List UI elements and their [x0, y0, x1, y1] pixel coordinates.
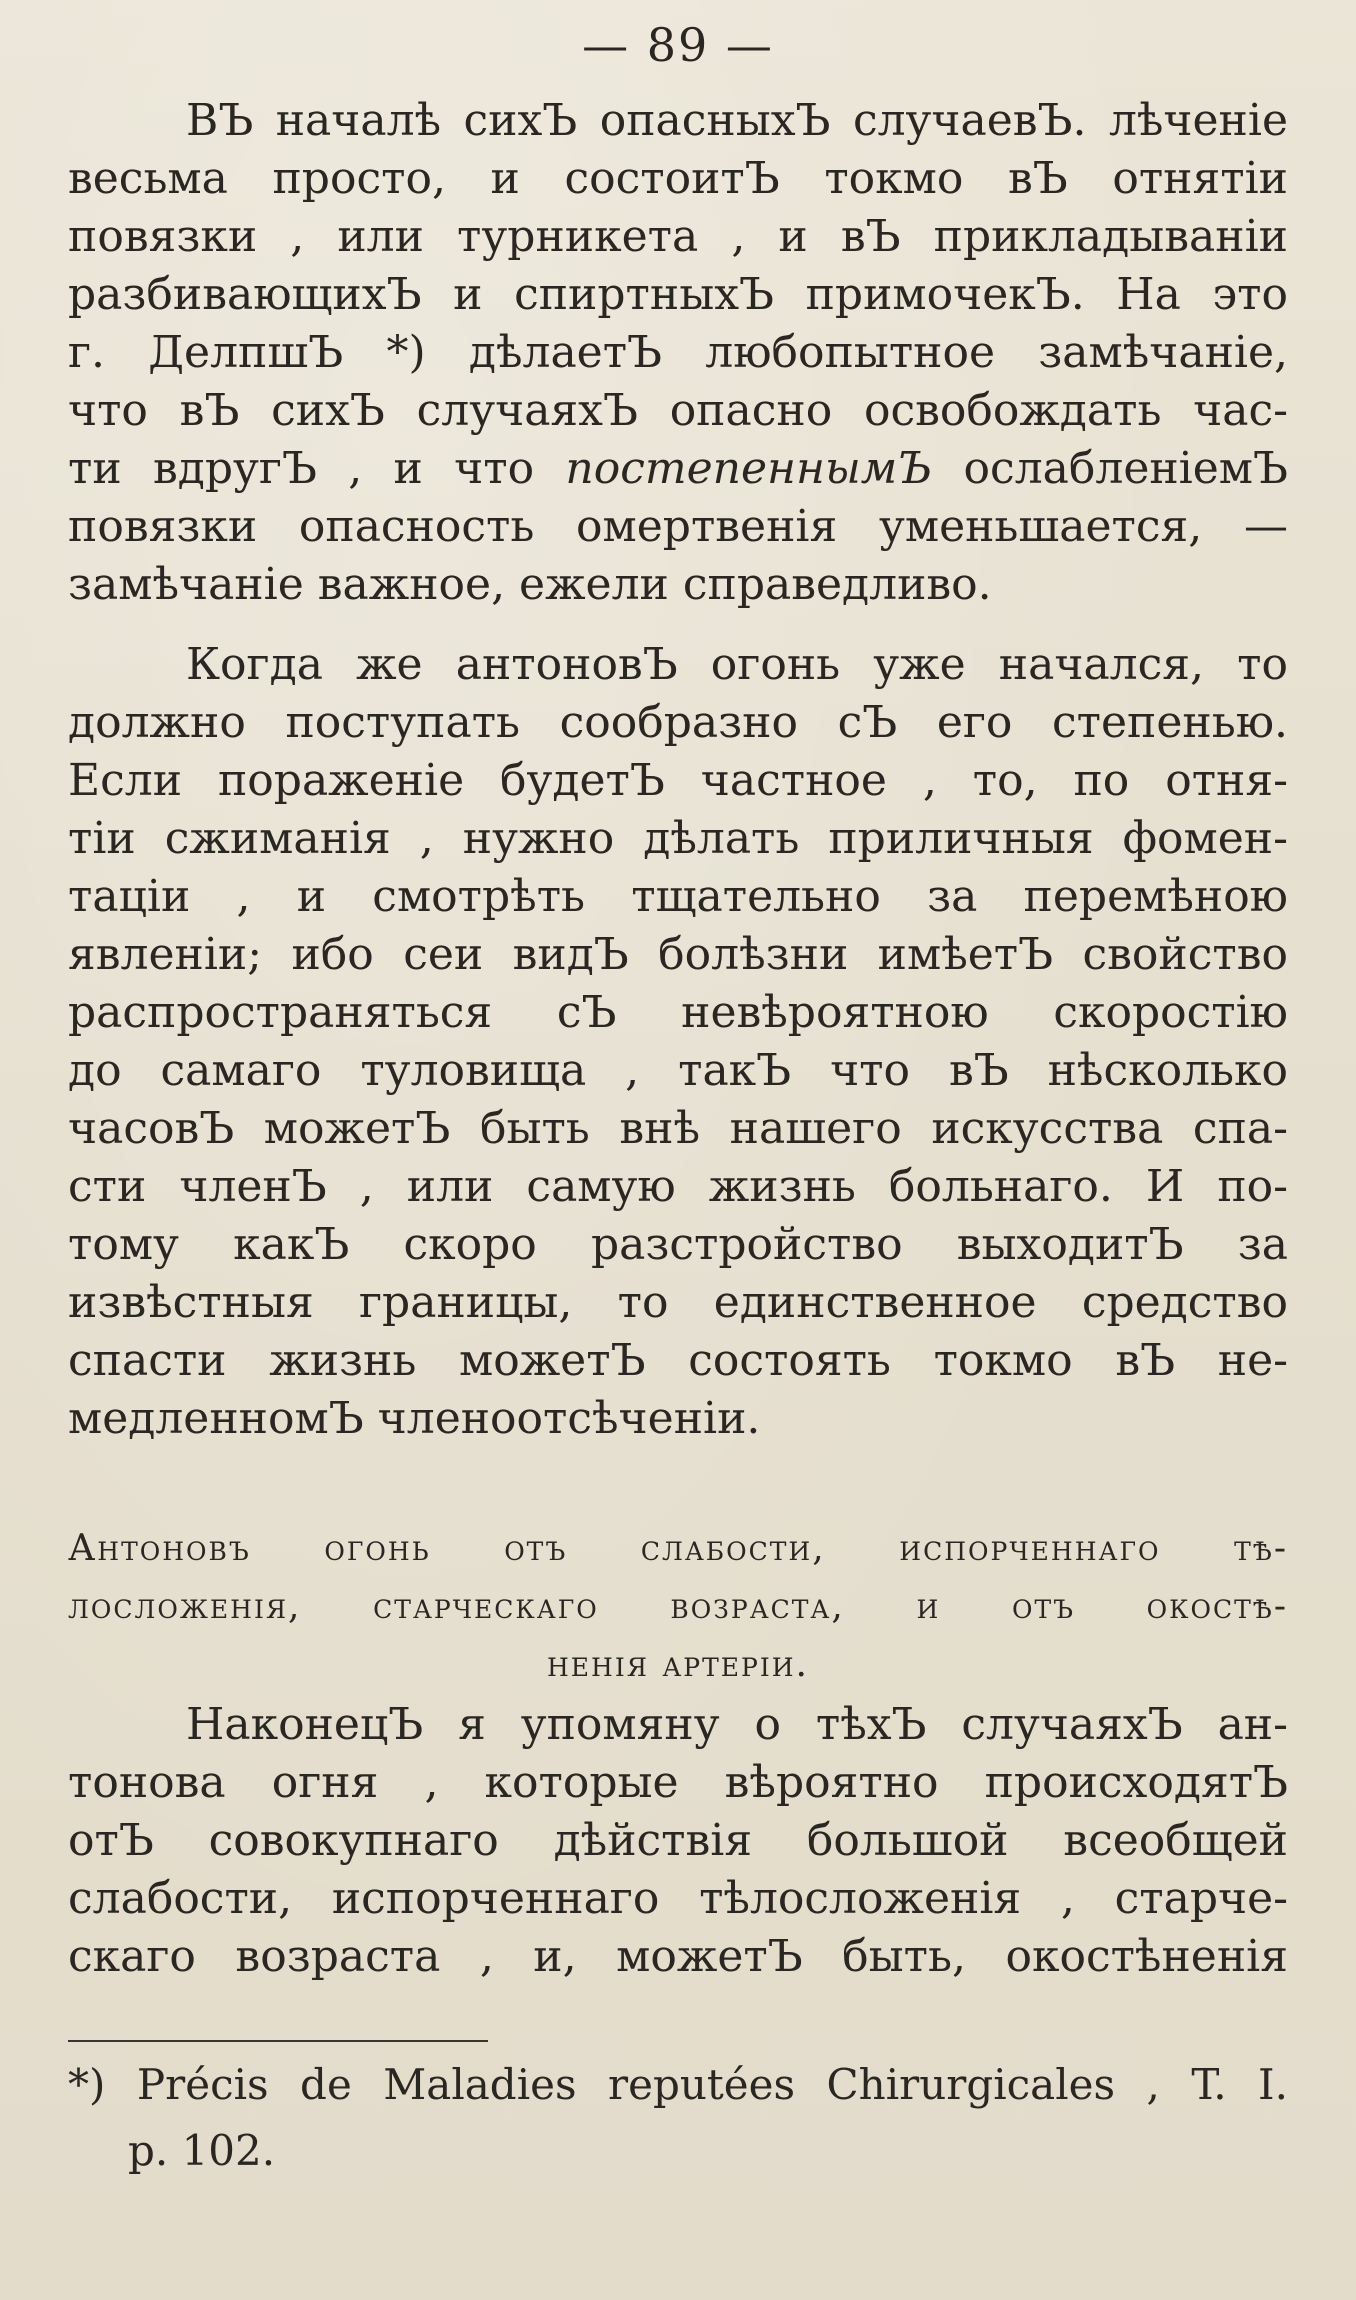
footnote [68, 2052, 1288, 2184]
text-line: тіи сжиманія , нужно дѣлать приличныя фомен- [68, 813, 1288, 864]
section-heading [68, 1520, 1288, 1694]
heading-line: лосложенія, старческаго возраста, и отъ окостѣ- [68, 1586, 1288, 1627]
text-fragment: ти вдругЪ , и что [68, 443, 535, 494]
footnote-line: *) Précis de Maladies reputées Chirurgicales , T. I. [68, 2060, 1288, 2109]
text-line: замѣчаніе важное, ежели справедливо. [68, 559, 992, 610]
text-line: разбивающихЪ и спиртныхЪ примочекЪ. На это [68, 269, 1288, 320]
text-line: что вЪ сихЪ случаяхЪ опасно освобождать час- [68, 385, 1288, 436]
text-fragment: ослабленіемЪ [932, 443, 1288, 494]
text-line-mixed [68, 440, 1288, 498]
text-line: должно поступать сообразно сЪ его степенью. [68, 697, 1288, 748]
text-line: медленномЪ членоотсѣченіи. [68, 1393, 761, 1444]
text-line: весьма просто, и состоитЪ токмо вЪ отнятіи [68, 153, 1288, 204]
text-line: сти членЪ , или самую жизнь больнаго. И по- [68, 1161, 1288, 1212]
text-line: часовЪ можетЪ быть внѣ нашего искусства спа- [68, 1103, 1288, 1154]
text-line: распространяться сЪ невѣроятною скоростію [68, 987, 1288, 1038]
text-line: повязки опасность омертвенія уменьшается, — [68, 501, 1288, 552]
text-line: извѣстныя границы, то единственное средство [68, 1277, 1288, 1328]
text-line: Когда же антоновЪ огонь уже начался, то [186, 639, 1288, 690]
text-line: до самаго туловища , такЪ что вЪ нѣсколько [68, 1045, 1288, 1096]
text-line: слабости, испорченнаго тѣлосложенія , старче- [68, 1873, 1288, 1924]
text-line: скаго возраста , и, можетЪ быть, окостѣненія [68, 1931, 1288, 1982]
text-line: ВЪ началѣ сихЪ опасныхЪ случаевЪ. лѣченіе [186, 95, 1288, 146]
paragraph-3 [68, 1696, 1288, 1986]
italic-emphasis: постепеннымЪ [565, 443, 933, 494]
text-line: НаконецЪ я упомяну о тѣхЪ случаяхЪ ан- [186, 1699, 1288, 1750]
text-line: спасти жизнь можетЪ состоять токмо вЪ не- [68, 1335, 1288, 1386]
text-line: Если пораженіе будетЪ частное , то, по отня- [68, 755, 1288, 806]
footnote-line: p. 102. [128, 2126, 276, 2175]
heading-line: Антоновъ огонь отъ слабости, испорченнаго тѣ- [68, 1528, 1288, 1569]
text-line: повязки , или турникета , и вЪ прикладываніи [68, 211, 1288, 262]
text-line: таціи , и смотрѣть тщательно за перемѣною [68, 871, 1288, 922]
text-line: тому какЪ скоро разстройство выходитЪ за [68, 1219, 1288, 1270]
paragraph-1 [68, 92, 1288, 614]
text-line: явленіи; ибо сеи видЪ болѣзни имѣетЪ свойство [68, 929, 1288, 980]
text-line: отЪ совокупнаго дѣйствія большой всеобщей [68, 1815, 1288, 1866]
text-line: тонова огня , которые вѣроятно происходятЪ [68, 1757, 1288, 1808]
page-number: — 89 — [582, 18, 774, 72]
text-line: г. ДелпшЪ *) дѣлаетЪ любопытное замѣчаніе, [68, 327, 1288, 378]
footnote-divider [68, 2040, 488, 2042]
paragraph-2 [68, 636, 1288, 1448]
heading-line: ненія артеріи. [547, 1644, 809, 1685]
